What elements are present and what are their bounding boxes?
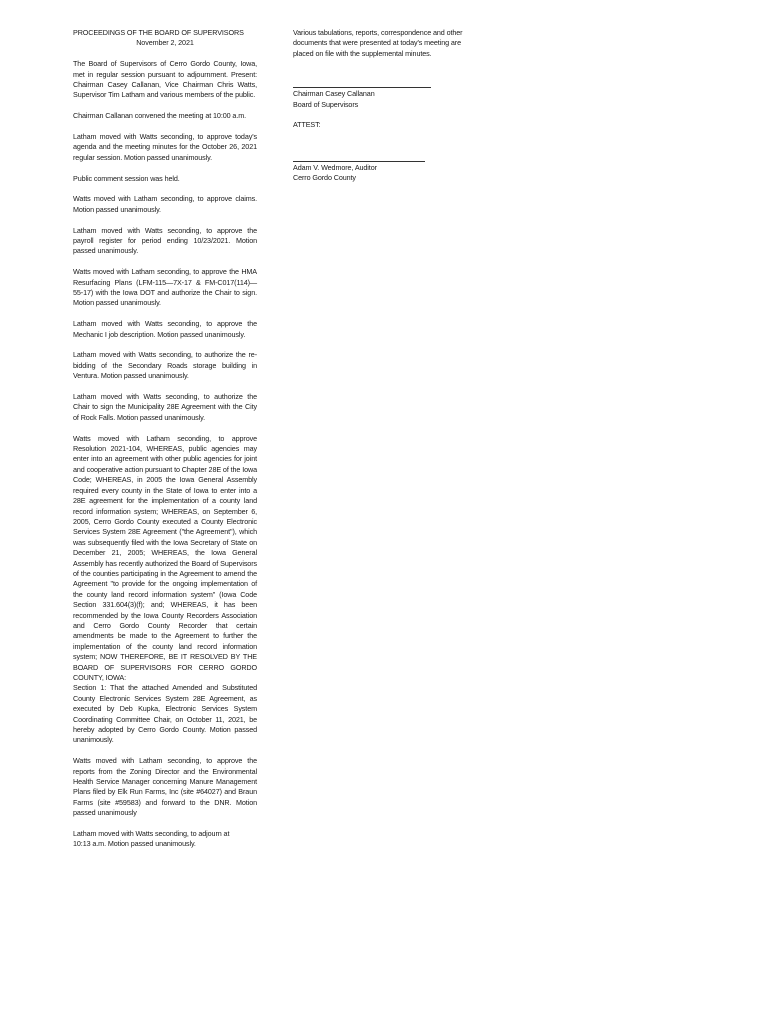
adjourn-paragraph (73, 829, 257, 850)
chair-signature-line (293, 87, 431, 88)
claims-motion-paragraph: Watts moved with Latham seconding, to approve claims. Motion passed unanimously. (73, 194, 257, 214)
hma-resurfacing-paragraph: Watts moved with Latham seconding, to approve the HMA Resurfacing Plans (LFM-115—7X-17 & FM-C017(114)—55-17) with the Iowa DOT and authorize the Chair to sign. Motion passed unanimously. (73, 267, 257, 308)
minutes-column (73, 28, 257, 860)
meeting-date: November 2, 2021 (136, 38, 194, 48)
auditor-county: Cerro Gordo County (293, 173, 356, 183)
auditor-signature-line (293, 161, 425, 162)
resolution-section-1: Section 1: That the attached Amended and Substituted County Electronic Services System 28E Agreement, as executed by Deb Kupka, Electronic Services System Coordinating Committee Chair, on October 11, 2021, be hereby adopted by Cerro Gordo County. Motion passed unanimously. (73, 683, 257, 745)
rock-falls-28e-paragraph: Latham moved with Watts seconding, to authorize the Chair to sign the Municipality 28E Agreement with the City of Rock Falls. Motion passed unanimously. (73, 392, 257, 422)
payroll-motion-paragraph: Latham moved with Watts seconding, to approve the payroll register for period ending 10/23/2021. Motion passed unanimously. (73, 225, 257, 256)
attest-label: ATTEST: (293, 120, 321, 130)
public-comment-paragraph: Public comment session was held. (73, 173, 180, 183)
chair-name: Chairman Casey Callanan (293, 89, 375, 99)
chair-title: Board of Supervisors (293, 99, 359, 109)
resolution-body: Watts moved with Latham seconding, to approve Resolution 2021-104, WHEREAS, public agencies may enter into an agreement with other public agencies for joint and cooperative action pursuant to Chapter 28E of the Iowa Code; WHEREAS, in 2005 the Iowa General Assembly required every county in the State of Iowa to enter into a 28E agreement for the implementation of a county land record information system; WHEREAS, on September 6, 2005, Cerro Gordo County executed a County Electronic Services System 28E Agreement ("the Agreement"), which was subsequently filed with the Iowa Secretary of State on December 21, 2005; WHEREAS, the Iowa General Assembly has recently authorized the Board of Supervisors of the counties participating in the Agreement to amend the Agreement "to provide for the ongoing implementation of the county land record information system" (Iowa Code Section 331.604(3)(f); and; WHEREAS, it has been recommended by the Iowa County Recorders Association and Cerro Gordo County Recorder that certain amendments be made to the Agreement to further the implementation of the county land record information system; NOW THEREFORE, BE IT RESOLVED BY THE BOARD OF SUPERVISORS FOR CERRO GORDO COUNTY, IOWA: (73, 433, 257, 683)
adjourn-line-1: Latham moved with Watts seconding, to adjourn at (73, 829, 230, 839)
rebidding-paragraph: Latham moved with Watts seconding, to authorize the re-bidding of the Secondary Roads storage building in Ventura. Motion passed unanimously. (73, 350, 257, 381)
auditor-name: Adam V. Wedmore, Auditor (293, 162, 377, 172)
proceedings-title: PROCEEDINGS OF THE BOARD OF SUPERVISORS (73, 28, 244, 37)
manure-plans-paragraph: Watts moved with Latham seconding, to approve the reports from the Zoning Director and the Environmental Health Service Manager concerning Manure Management Plans filed by Elk Run Farms, Inc (site #64027) and Braun Farms (site #59583) and forward to the DNR. Motion passed unanimously (73, 756, 257, 818)
signature-column (293, 28, 479, 184)
agenda-motion-paragraph: Latham moved with Watts seconding, to approve today's agenda and the meeting minutes for the October 26, 2021 regular session. Motion passed unanimously. (73, 132, 257, 162)
mechanic-job-paragraph: Latham moved with Watts seconding, to approve the Mechanic I job description. Motion passed unanimously. (73, 319, 257, 339)
resolution-block (73, 434, 257, 746)
supplemental-note: Various tabulations, reports, correspondence and other documents that were presented at today's meeting are placed on file with the supplemental minutes. (293, 28, 463, 58)
attendance-paragraph: The Board of Supervisors of Cerro Gordo County, Iowa, met in regular session pursuant to adjournment. Present: Chairman Casey Callanan, Vice Chairman Chris Watts, Supervisor Tim Latham and various members of the public. (73, 59, 257, 100)
adjourn-line-2: 10:13 a.m. Motion passed unanimously. (73, 839, 196, 849)
convened-paragraph: Chairman Callanan convened the meeting at 10:00 a.m. (73, 111, 246, 121)
